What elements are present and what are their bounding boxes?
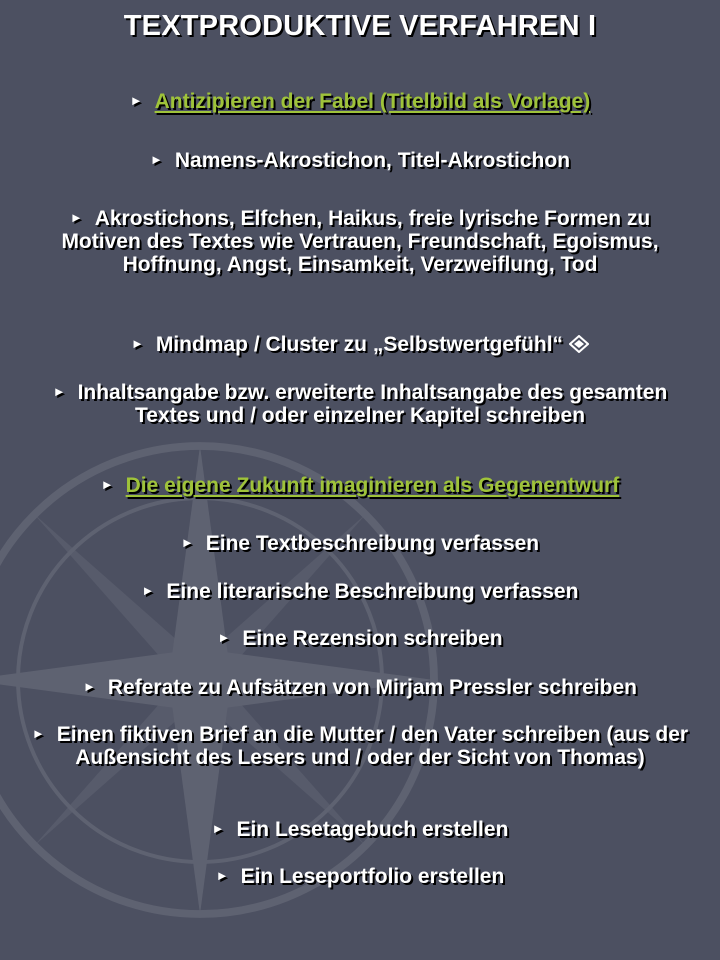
bullet-arrow-icon: ► (100, 477, 114, 492)
list-item-brief (30, 722, 690, 769)
list-item-inhaltsangabe (30, 380, 690, 427)
list-item-referate (30, 675, 690, 699)
item-text: Referate zu Aufsätzen von Mirjam Pressler schreiben (107, 676, 637, 699)
list-item-lyrische-formen (30, 206, 690, 276)
item-text: Namens-Akrostichon, Titel-Akrostichon (174, 149, 571, 172)
list-item-zukunft (30, 473, 690, 497)
item-text: Einen fiktiven Brief an die Mutter / den Vater schreiben (aus der Außensicht des Lesers und / oder der Sicht von Thomas) (56, 723, 689, 769)
list-item-textbeschreibung (30, 531, 690, 555)
bullet-arrow-icon: ► (83, 679, 96, 694)
list-item-lesetagebuch (30, 817, 690, 841)
slide-title: TEXTPRODUKTIVE VERFAHREN I (123, 10, 597, 42)
bullet-arrow-icon: ► (69, 210, 83, 225)
item-text: Eine Textbeschreibung verfassen (205, 532, 540, 555)
bullet-arrow-icon: ► (141, 583, 155, 598)
item-text: Inhaltsangabe bzw. erweiterte Inhaltsangabe des gesamten Textes und / oder einzelner Kapitel schreiben (77, 381, 668, 427)
bullet-arrow-icon: ► (129, 93, 143, 108)
link-zukunft[interactable]: Die eigene Zukunft imaginieren als Gegenentwurf (125, 474, 620, 497)
item-text: Ein Lesetagebuch erstellen (236, 818, 509, 841)
bullet-arrow-icon: ► (180, 535, 194, 550)
bullet-arrow-icon: ► (217, 630, 231, 645)
list-item-antizipieren (30, 89, 690, 113)
list-item-mindmap (30, 332, 690, 356)
bullet-arrow-icon: ► (52, 384, 66, 399)
bullet-arrow-icon: ► (211, 821, 225, 836)
list-item-literarische-beschreibung (30, 579, 690, 603)
item-text: Eine Rezension schreiben (242, 627, 503, 650)
link-antizipieren[interactable]: Antizipieren der Fabel (Titelbild als Vorlage) (154, 90, 591, 113)
list-item-akrostichon (30, 148, 690, 172)
item-text: Akrostichons, Elfchen, Haikus, freie lyrische Formen zu Motiven des Textes wie Vertrauen, Freundschaft, Egoismus, Hoffnung, Angst, Einsamkeit, Verzweiflung, Tod (61, 207, 659, 276)
diamond-icon (569, 333, 589, 356)
bullet-arrow-icon: ► (215, 868, 229, 883)
item-text: Ein Leseportfolio erstellen (240, 865, 505, 888)
list-item-rezension (30, 626, 690, 650)
bullet-arrow-icon: ► (130, 336, 144, 351)
item-text: Mindmap / Cluster zu „Selbstwertgefühl“ (155, 333, 564, 356)
list-item-leseportfolio (30, 864, 690, 888)
bullet-arrow-icon: ► (31, 726, 45, 741)
item-text: Eine literarische Beschreibung verfassen (166, 580, 579, 603)
bullet-arrow-icon: ► (149, 152, 163, 167)
